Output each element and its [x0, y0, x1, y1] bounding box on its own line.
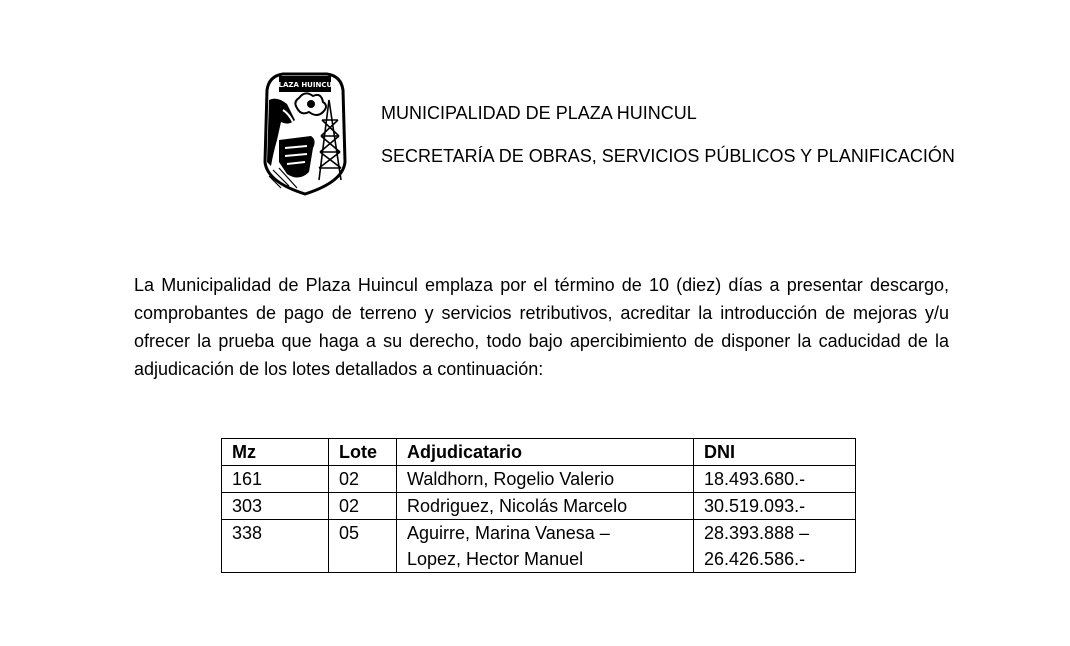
- table-row: [222, 493, 856, 520]
- adjudicatario-name: Lopez, Hector Manuel: [407, 549, 584, 569]
- cell-mz: 338: [222, 520, 329, 573]
- cell-adjudicatario: [397, 520, 694, 573]
- dni-value: 18.493.680.-: [704, 469, 806, 489]
- svg-text:PLAZA HUINCUL: PLAZA HUINCUL: [273, 81, 337, 89]
- dni-value: 30.519.093.-: [704, 496, 806, 516]
- cell-dni: [694, 493, 856, 520]
- adjudicatario-name: Waldhorn, Rogelio Valerio: [407, 469, 615, 489]
- column-header-dni: DNI: [694, 439, 856, 466]
- department-name: SECRETARÍA DE OBRAS, SERVICIOS PÚBLICOS Y PLANIFICACIÓN: [381, 146, 955, 166]
- column-header-mz: Mz: [222, 439, 329, 466]
- cell-lote: 05: [329, 520, 397, 573]
- cell-mz: 303: [222, 493, 329, 520]
- cell-adjudicatario: [397, 466, 694, 493]
- organization-name: MUNICIPALIDAD DE PLAZA HUINCUL: [381, 103, 697, 123]
- dni-value: 26.426.586.-: [704, 549, 806, 569]
- municipal-seal-logo: [259, 70, 351, 196]
- lots-table: [221, 438, 856, 573]
- cell-dni: [694, 520, 856, 573]
- column-header-lote: Lote: [329, 439, 397, 466]
- cell-dni: [694, 466, 856, 493]
- cell-lote: 02: [329, 493, 397, 520]
- cell-lote: 02: [329, 466, 397, 493]
- cell-mz: 161: [222, 466, 329, 493]
- adjudicatario-name: Rodriguez, Nicolás Marcelo: [407, 496, 628, 516]
- cell-adjudicatario: [397, 493, 694, 520]
- notice-paragraph: La Municipalidad de Plaza Huincul emplaza por el término de 10 (diez) días a presentar descargo, comprobantes de pago de terreno y servicios retributivos, acreditar la introducción de mejoras y/u ofrecer la prueba que haga a su derecho, todo bajo apercibimiento de disponer la caducidad de la adjudicación de los lotes detallados a continuación:: [134, 275, 949, 379]
- table-header-row: [222, 439, 856, 466]
- table-row: [222, 520, 856, 573]
- adjudicatario-name: Aguirre, Marina Vanesa –: [407, 523, 610, 543]
- dni-value: 28.393.888 –: [704, 523, 810, 543]
- column-header-adjudicatario: Adjudicatario: [397, 439, 694, 466]
- table-row: [222, 466, 856, 493]
